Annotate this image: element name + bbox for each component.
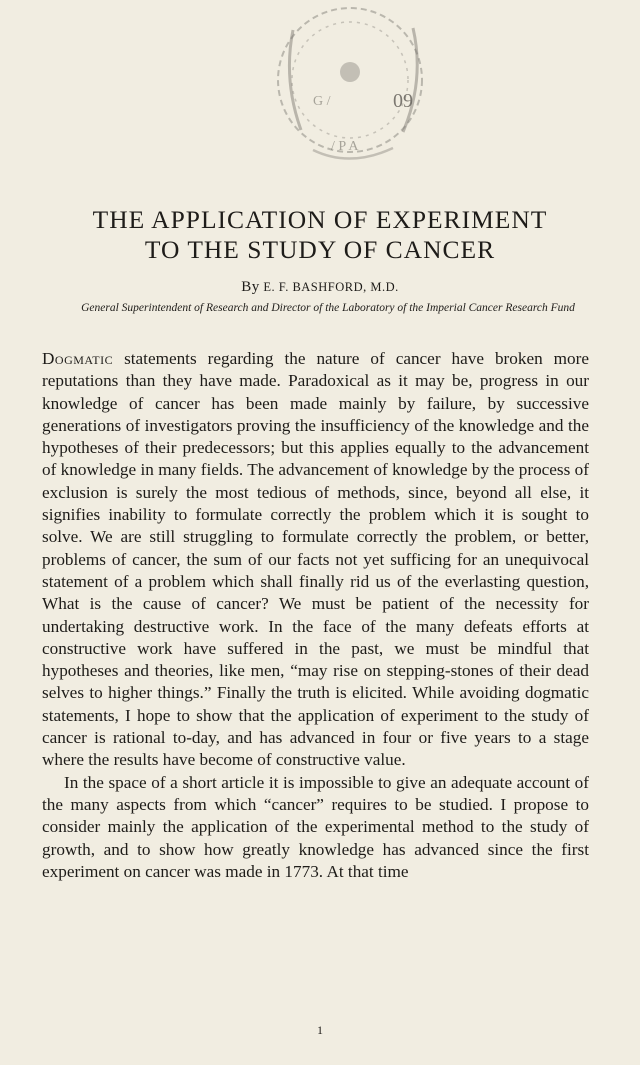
- paragraph-1: [42, 348, 589, 772]
- byline-author: E. F. BASHFORD, M.D.: [263, 280, 399, 294]
- svg-text:G /: G /: [313, 94, 331, 109]
- byline-prefix: By: [241, 279, 260, 295]
- author-affiliation: General Superintendent of Research and Director of the Laboratory of the Imperial Cancer Research Fund: [81, 302, 575, 314]
- paragraph-2: In the space of a short article it is impossible to give an adequate account of the many aspects from which “cancer” requires to be studied. I propose to consider mainly the application of the experimental method to the study of growth, and to show how greatly knowledge has advanced since the first experiment on cancer was made in 1773. At that time: [42, 772, 589, 881]
- library-seal-icon: [243, 0, 458, 172]
- article-body: [42, 348, 589, 883]
- page-title-line1: THE APPLICATION OF EXPERIMENT: [92, 205, 548, 234]
- page-title-line2: TO THE STUDY OF CANCER: [144, 235, 496, 264]
- page-number: 1: [317, 1023, 323, 1037]
- svg-text:/ P A: / P A: [331, 139, 359, 154]
- paragraph-1-first-word: Dogmatic: [42, 349, 114, 368]
- stamp-number: 09: [393, 90, 413, 112]
- paragraph-1-text: statements regarding the nature of cancer have broken more reputations than they have made. Paradoxical as it may be, progress in our knowledge of cancer has been made mainly by failure, by successive generations of investigators proving the insufficiency of the knowledge and the hypotheses of their predecessors; but this applies equally to the advancement of knowledge in many fields. The advancement of knowledge by the process of exclusion is surely the most tedious of methods, since, beyond all else, it signifies inability to formulate correctly the problem which it is sought to solve. We are still struggling to formulate correctly the problem, or better, problems of cancer, the sum of our facts not yet sufficing for an unequivocal statement of a problem which shall finally rid us of the everlasting question, What is the cause of cancer? We must be patient of the necessity for undertaking destructive work. In the face of the many defeats efforts at constructive work have suffered in the past, we must be mindful that hypotheses and theories, like men, “may rise on stepping-stones of their dead selves to higher things.” Finally the truth is elicited. While avoiding dogmatic statements, I hope to show that the application of experiment to the study of cancer is rational to-day, and has advanced in four or five years to a stage where the results have become of constructive value.: [42, 349, 589, 770]
- byline: [0, 279, 640, 296]
